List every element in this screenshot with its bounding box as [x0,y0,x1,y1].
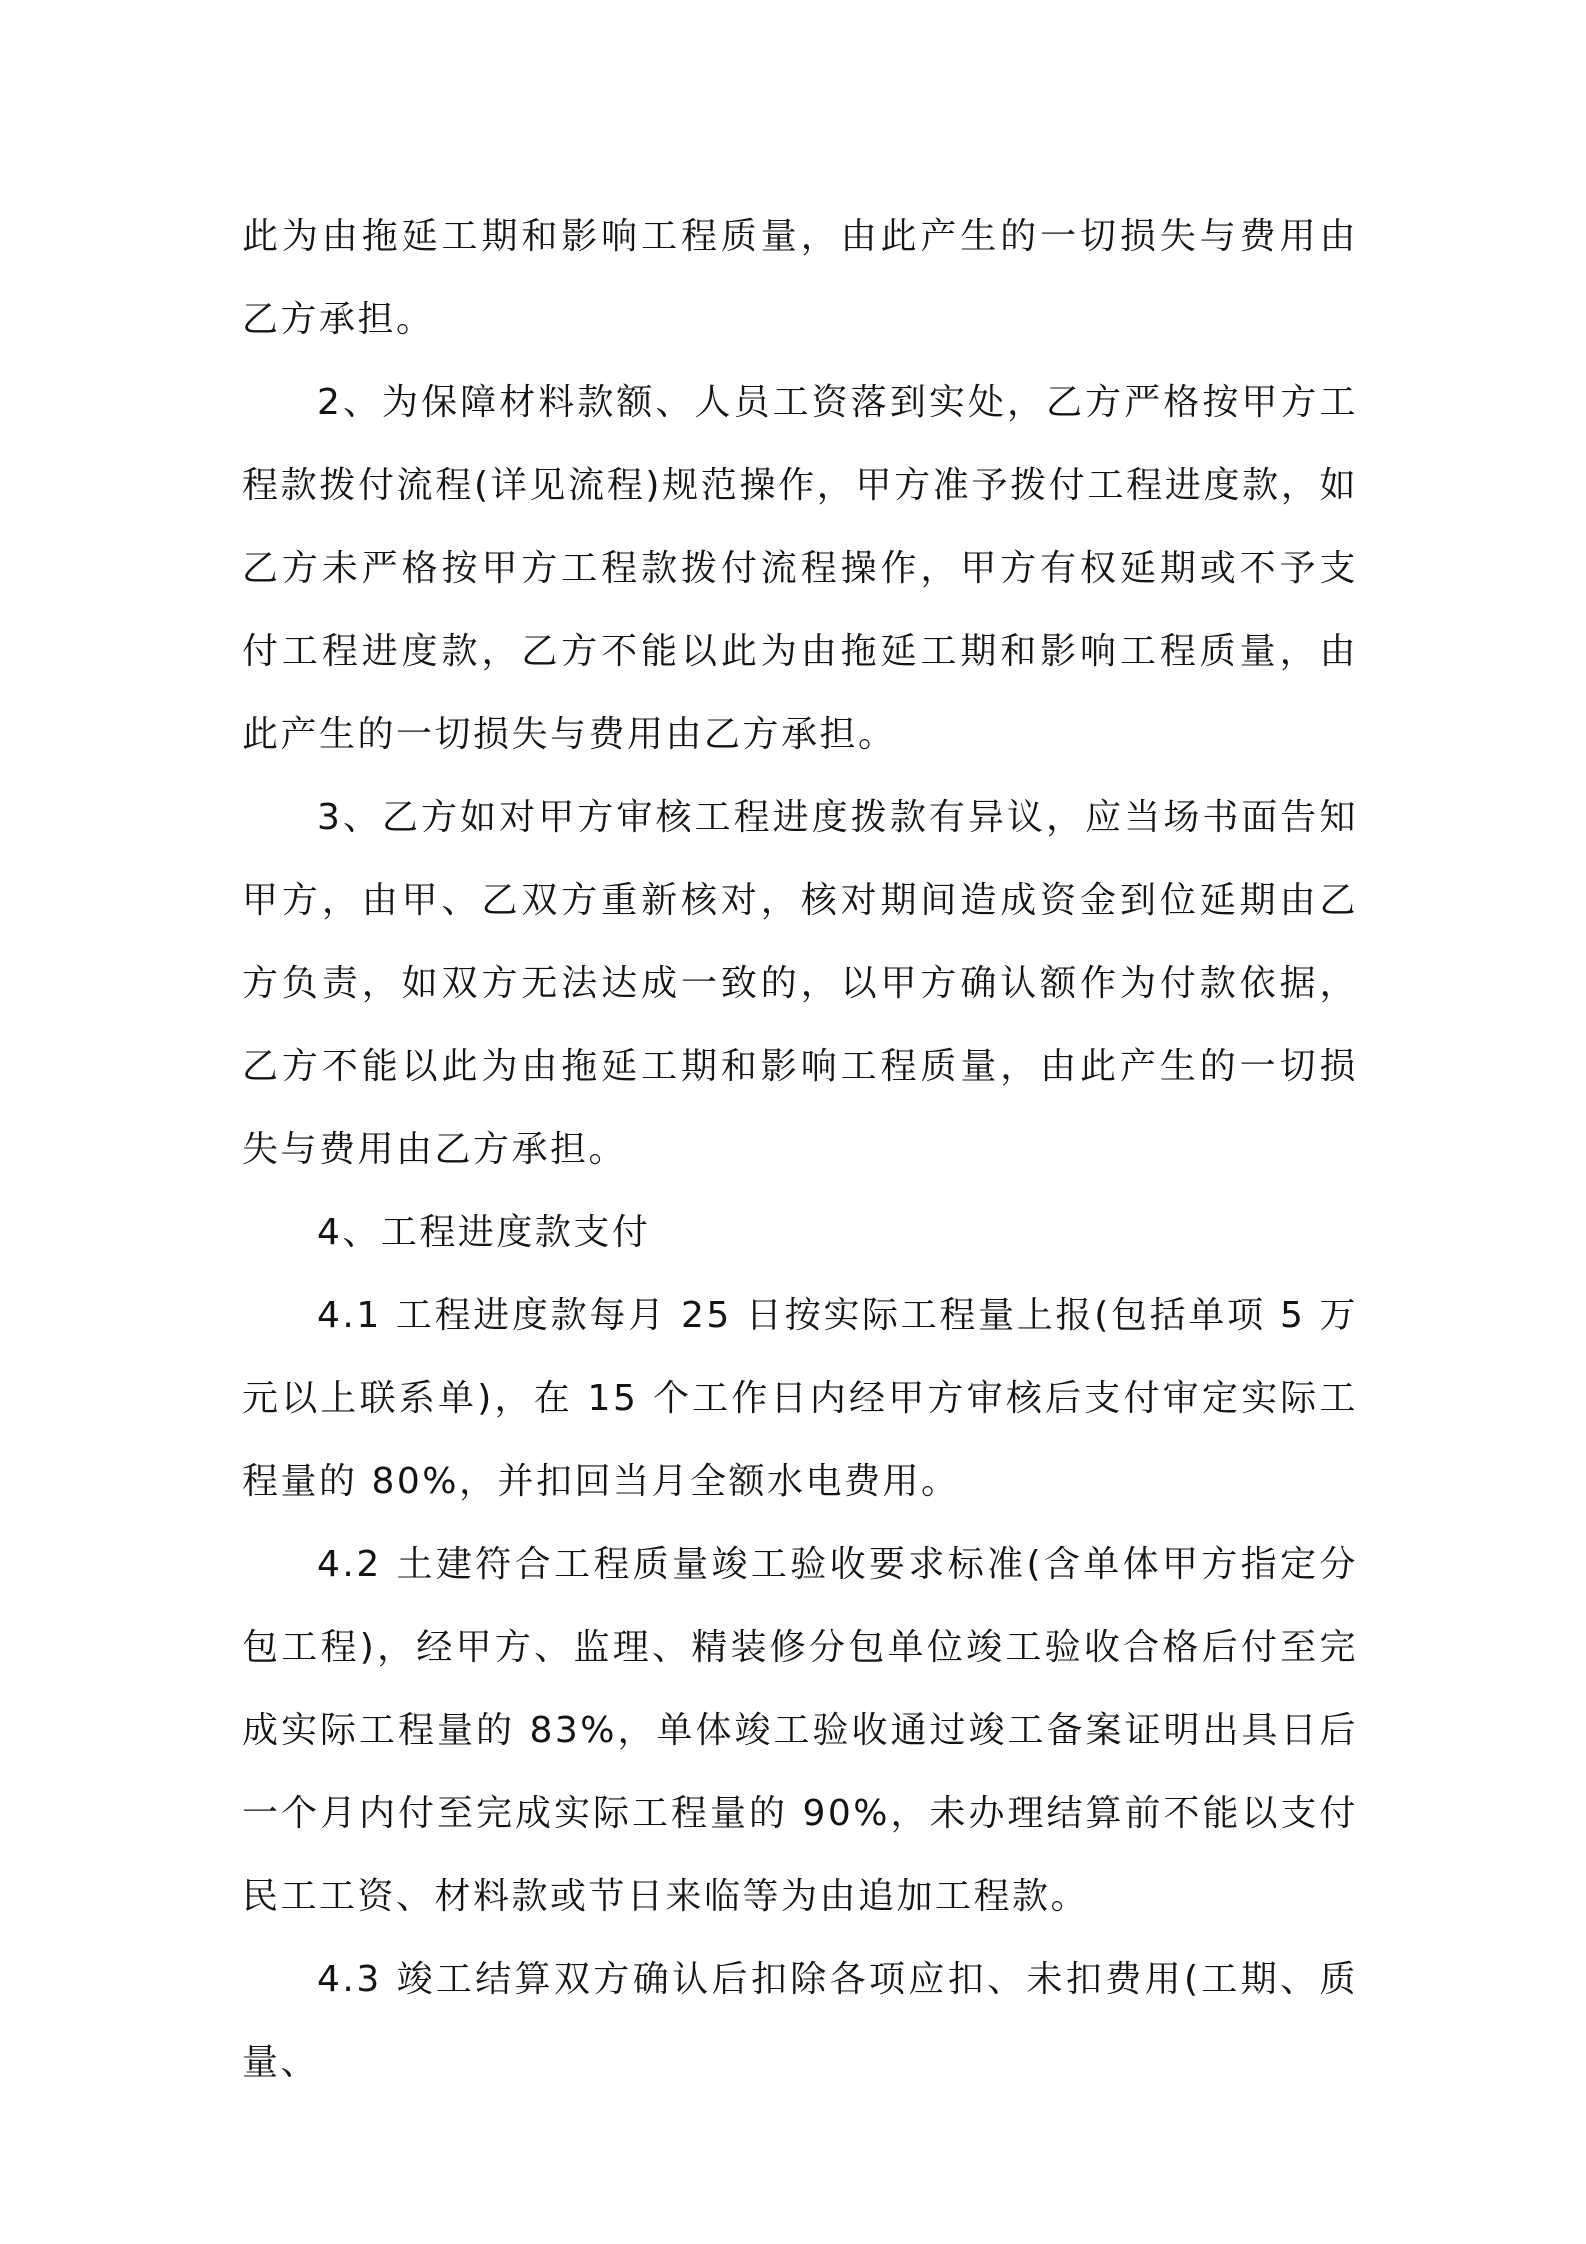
paragraph-clause-2: 2、为保障材料款额、人员工资落到实处，乙方严格按甲方工程款拨付流程(详见流程)规范操作，甲方准予拨付工程进度款，如乙方未严格按甲方工程款拨付流程操作，甲方有权延期或不予支付工程进度款，乙方不能以此为由拖延工期和影响工程质量，由此产生的一切损失与费用由乙方承担。 [242,382,1358,755]
paragraph-clause-4-3: 4.3 竣工结算双方确认后扣除各项应扣、未扣费用(工期、质量、 [242,1959,1358,2083]
paragraph-clause-4-2: 4.2 土建符合工程质量竣工验收要求标准(含单体甲方指定分包工程)，经甲方、监理、精装修分包单位竣工验收合格后付至完成实际工程量的 83%，单体竣工验收通过竣工备案证明出具日后一个月内付至完成实际工程量的 90%，未办理结算前不能以支付民工工资、材料款或节日来临等为由追加工程款。 [242,1544,1358,1917]
paragraph-clause-4-heading: 4、工程进度款支付 [317,1212,651,1253]
paragraph-clause-4-1: 4.1 工程进度款每月 25 日按实际工程量上报(包括单项 5 万元以上联系单)，在 15 个工作日内经甲方审核后支付审定实际工程量的 80%，并扣回当月全额水电费用。 [242,1295,1358,1502]
paragraph-clause-3: 3、乙方如对甲方审核工程进度拨款有异议，应当场书面告知甲方，由甲、乙双方重新核对，核对期间造成资金到位延期由乙方负责，如双方无法达成一致的，以甲方确认额作为付款依据，乙方不能以此为由拖延工期和影响工程质量，由此产生的一切损失与费用由乙方承担。 [242,797,1358,1170]
paragraph-continuation: 此为由拖延工期和影响工程质量，由此产生的一切损失与费用由乙方承担。 [242,216,1358,340]
document-body [242,195,1358,2104]
